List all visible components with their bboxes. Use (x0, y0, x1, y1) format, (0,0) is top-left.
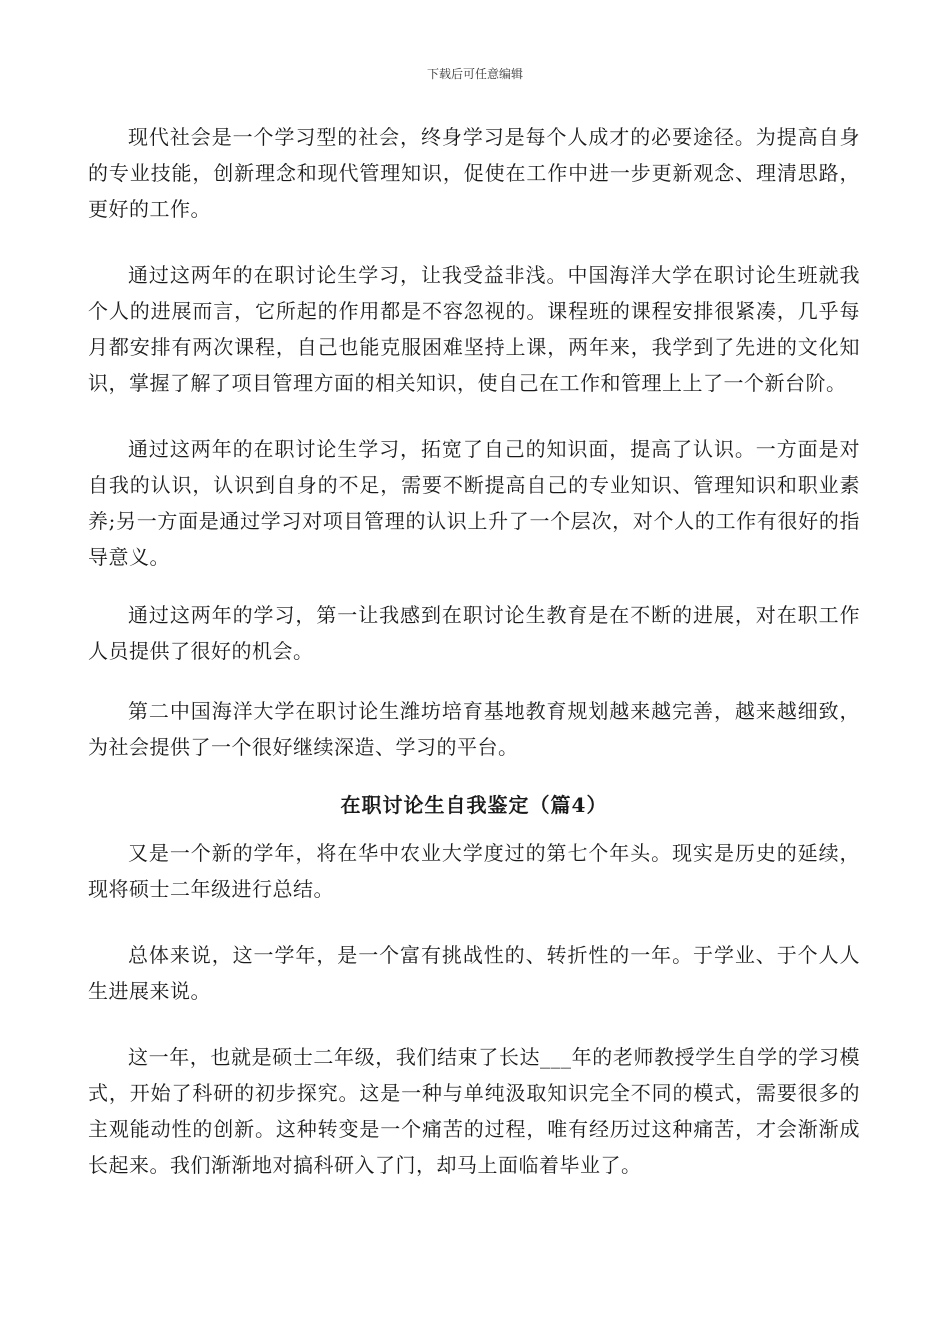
paragraph: 又是一个新的学年，将在华中农业大学度过的第七个年头。现实是历史的延续，现将硕士二年级进行总结。 (88, 841, 860, 901)
paragraph: 通过这两年的在职讨论生学习，拓宽了自己的知识面，提高了认识。一方面是对自我的认识，认识到自身的不足，需要不断提高自己的专业知识、管理知识和职业素养;另一方面是通过学习对项目管理的认识上升了一个层次，对个人的工作有很好的指导意义。 (88, 437, 860, 569)
paragraph: 通过这两年的在职讨论生学习，让我受益非浅。中国海洋大学在职讨论生班就我个人的进展而言，它所起的作用都是不容忽视的。课程班的课程安排很紧凑，几乎每月都安排有两次课程，自己也能克服困难坚持上课，两年来，我学到了先进的文化知识，掌握了解了项目管理方面的相关知识，使自己在工作和管理上上了一个新台阶。 (88, 263, 860, 395)
paragraph: 这一年，也就是硕士二年级，我们结束了长达___年的老师教授学生自学的学习模式，开始了科研的初步探究。这是一种与单纯汲取知识完全不同的模式，需要很多的主观能动性的创新。这种转变是一个痛苦的过程，唯有经历过这种痛苦，才会渐渐成长起来。我们渐渐地对搞科研入了门，却马上面临着毕业了。 (88, 1045, 860, 1177)
header-note: 下载后可任意编辑 (426, 67, 523, 81)
section-title: 在职讨论生自我鉴定（篇4） (340, 793, 608, 817)
paragraph: 总体来说，这一学年，是一个富有挑战性的、转折性的一年。于学业、于个人人生进展来说。 (88, 943, 860, 1003)
paragraph: 现代社会是一个学习型的社会，终身学习是每个人成才的必要途径。为提高自身的专业技能，创新理念和现代管理知识，促使在工作中进一步更新观念、理清思路，更好的工作。 (88, 125, 860, 221)
paragraph: 第二中国海洋大学在职讨论生潍坊培育基地教育规划越来越完善，越来越细致，为社会提供了一个很好继续深造、学习的平台。 (88, 699, 860, 759)
paragraph: 通过这两年的学习，第一让我感到在职讨论生教育是在不断的进展，对在职工作人员提供了很好的机会。 (88, 603, 860, 663)
document-body (88, 119, 860, 1183)
